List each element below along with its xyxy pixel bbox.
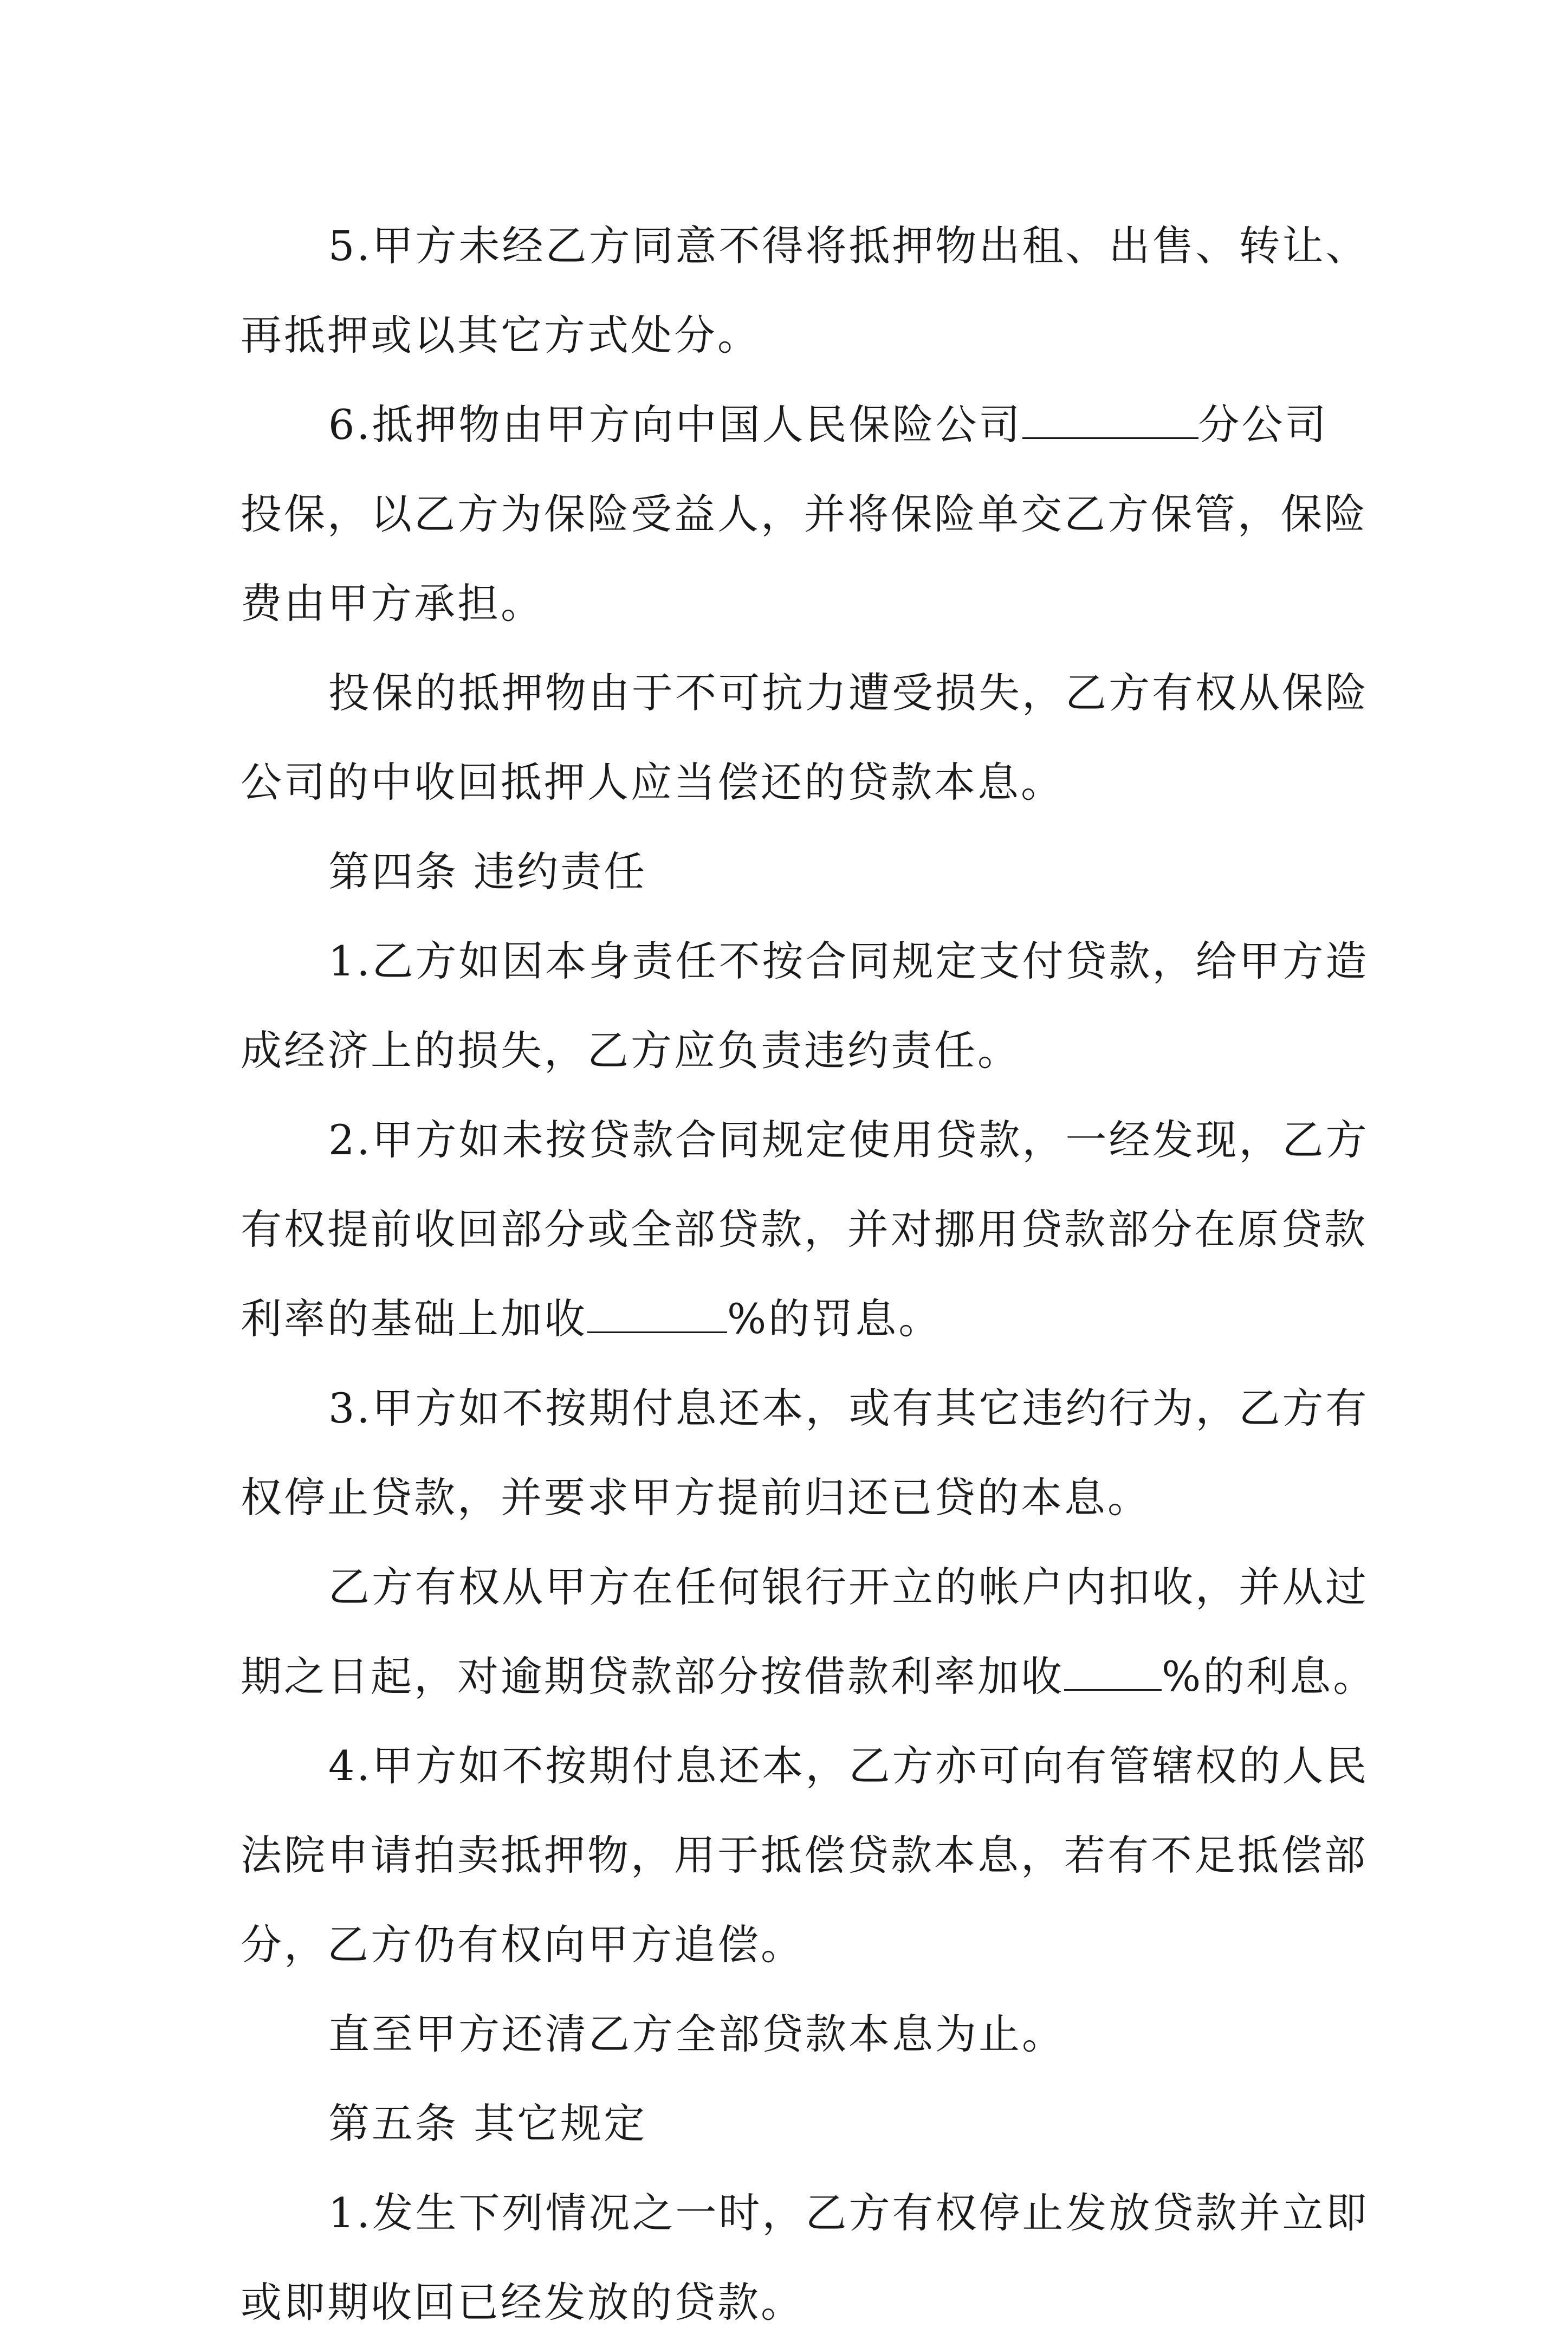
text-line: 乙方有权从甲方在任何银行开立的帐户内扣收，并从过 xyxy=(328,1563,1369,1611)
text-line xyxy=(241,1274,1351,1363)
text-line: 费由甲方承担。 xyxy=(241,579,544,628)
section-heading: 第四条 违约责任 xyxy=(328,848,647,896)
text-line: 1.发生下列情况之一时，乙方有权停止发放贷款并立即 xyxy=(328,2189,1369,2237)
text-line: 2.甲方如未按贷款合同规定使用贷款，一经发现，乙方 xyxy=(328,1116,1369,1164)
document-page xyxy=(241,201,1377,2347)
text-line: 或即期收回已经发放的贷款。 xyxy=(241,2278,804,2326)
article-5-heading xyxy=(241,2079,1351,2168)
text-line: 权停止贷款，并要求甲方提前归还已贷的本息。 xyxy=(241,1473,1151,1522)
text-line: 4.甲方如不按期付息还本，乙方亦可向有管辖权的人民 xyxy=(328,1742,1369,1790)
text-line: 直至甲方还清乙方全部贷款本息为止。 xyxy=(328,2010,1065,2058)
fill-in-blank xyxy=(1022,403,1198,439)
text-line: 分，乙方仍有权向甲方追偿。 xyxy=(241,1921,804,1969)
text-line: 投保，以乙方为保险受益人，并将保险单交乙方保管，保险 xyxy=(241,490,1368,538)
text-fragment: 期之日起，对逾期贷款部分按借款利率加收 xyxy=(241,1652,1064,1701)
text-fragment: %的罚息。 xyxy=(727,1295,942,1343)
text-line: 投保的抵押物由于不可抗力遭受损失，乙方有权从保险 xyxy=(328,669,1369,717)
text-line: 法院申请拍卖抵押物，用于抵偿贷款本息，若有不足抵偿部 xyxy=(241,1831,1368,1879)
text-line: 1.乙方如因本身责任不按合同规定支付贷款，给甲方造 xyxy=(328,937,1369,985)
clause-6 xyxy=(241,380,1368,648)
text-line: 再抵押或以其它方式处分。 xyxy=(241,311,761,359)
clause-6-insurance-loss xyxy=(241,648,1369,827)
text-line xyxy=(241,380,1351,469)
article-4-item-1 xyxy=(241,916,1369,1095)
text-line: 成经济上的损失，乙方应负责违约责任。 xyxy=(241,1026,1021,1075)
text-line: 有权提前收回部分或全部贷款，并对挪用贷款部分在原贷款 xyxy=(241,1205,1368,1253)
section-heading: 第五条 其它规定 xyxy=(328,2099,647,2148)
article-4-item-3 xyxy=(241,1363,1369,1542)
clause-5 xyxy=(241,201,1369,380)
text-fragment: 分公司 xyxy=(1198,400,1329,449)
article-5-item-1 xyxy=(241,2168,1369,2347)
fill-in-blank xyxy=(587,1297,727,1333)
text-line: 5.甲方未经乙方同意不得将抵押物出租、出售、转让、 xyxy=(328,222,1369,270)
text-line: 公司的中收回抵押人应当偿还的贷款本息。 xyxy=(241,758,1064,806)
text-line xyxy=(241,1632,1377,1721)
article-4-item-2 xyxy=(241,1095,1369,1363)
fill-in-blank xyxy=(1064,1654,1162,1691)
text-fragment: 6.抵押物由甲方向中国人民保险公司 xyxy=(328,400,1022,449)
article-4-item-3-deduction xyxy=(241,1542,1377,1721)
text-line: 3.甲方如不按期付息还本，或有其它违约行为，乙方有 xyxy=(328,1384,1369,1432)
text-fragment: %的利息。 xyxy=(1162,1652,1377,1701)
article-4-heading xyxy=(241,827,1351,916)
text-fragment: 利率的基础上加收 xyxy=(241,1295,587,1343)
article-4-item-4 xyxy=(241,1721,1369,1989)
article-4-item-4-until xyxy=(241,1989,1351,2079)
